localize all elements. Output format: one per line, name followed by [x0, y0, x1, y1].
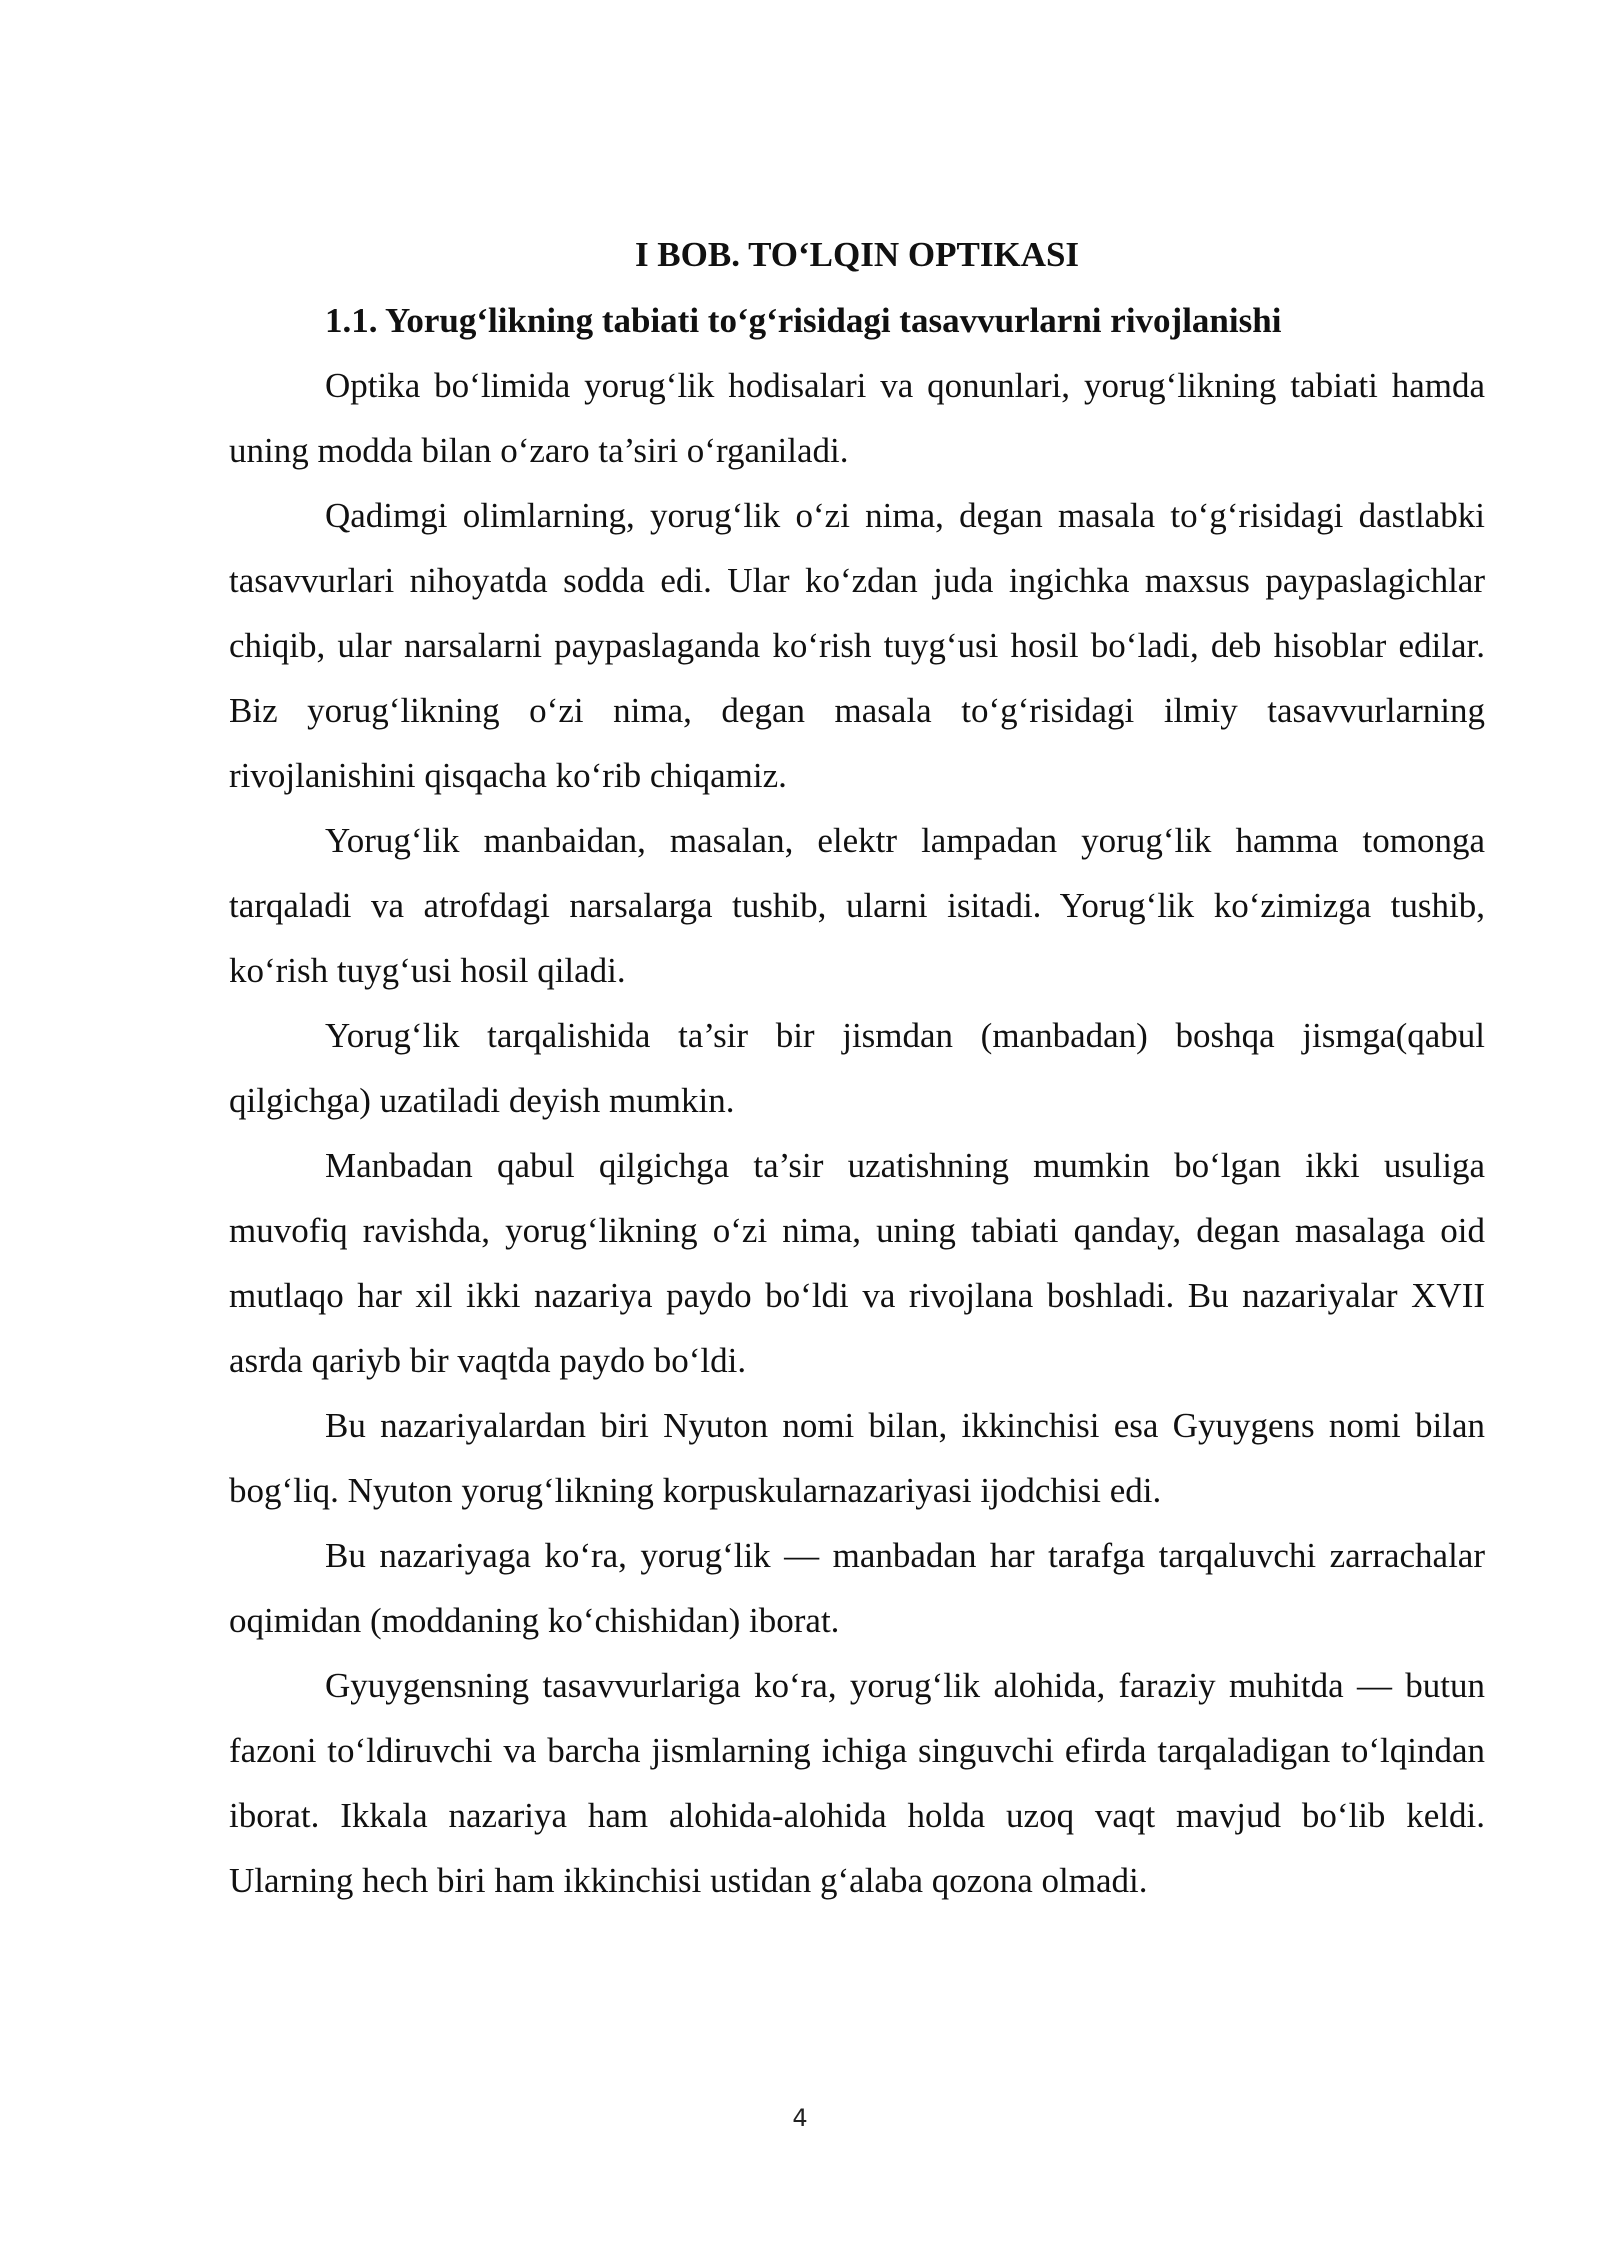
paragraph-5: Manbadan qabul qilgichga ta’sir uzatishning mumkin bo‘lgan ikki usuliga muvofiq ravishda, yorug‘likning o‘zi nima, uning tabiati qanday, degan masalaga oid mutlaqo har xil ikki nazariya paydo bo‘ldi va rivojlana boshladi. Bu nazariyalar XVII asrda qariyb bir vaqtda paydo bo‘ldi.	[229, 1146, 1485, 1380]
page-number: 4	[792, 2104, 808, 2132]
page-content	[229, 222, 1485, 1913]
paragraph-8: Gyuygensning tasavvurlariga ko‘ra, yorug‘lik alohida, faraziy muhitda — butun fazoni to‘ldiruvchi va barcha jismlarning ichiga singuvchi efirda tarqaladigan to‘lqindan iborat. Ikkala nazariya ham alohida-alohida holda uzoq vaqt mavjud bo‘lib keldi. Ularning hech biri ham ikkinchisi ustidan g‘alaba qozona olmadi.	[229, 1666, 1485, 1900]
chapter-title: I BOB. TO‘LQIN OPTIKASI	[634, 235, 1080, 274]
paragraph-4: Yorug‘lik tarqalishida ta’sir bir jismdan (manbadan) boshqa jismga(qabul qilgichga) uzatiladi deyish mumkin.	[229, 1016, 1485, 1120]
paragraph-2: Qadimgi olimlarning, yorug‘lik o‘zi nima, degan masala to‘g‘risidagi dastlabki tasavvurlari nihoyatda sodda edi. Ular ko‘zdan juda ingichka maxsus paypaslagichlar chiqib, ular narsalarni paypaslaganda ko‘rish tuyg‘usi hosil bo‘ladi, deb hisoblar edilar. Biz yorug‘likning o‘zi nima, degan masala to‘g‘risidagi ilmiy tasavvurlarning rivojlanishini qisqacha ko‘rib chiqamiz.	[229, 496, 1485, 795]
paragraph-7: Bu nazariyaga ko‘ra, yorug‘lik — manbadan har tarafga tarqaluvchi zarrachalar oqimidan (moddaning ko‘chishidan) iborat.	[229, 1536, 1485, 1640]
section-title: 1.1. Yorug‘likning tabiati to‘g‘risidagi tasavvurlarni rivojlanishi	[325, 301, 1282, 340]
paragraph-3: Yorug‘lik manbaidan, masalan, elektr lampadan yorug‘lik hamma tomonga tarqaladi va atrofdagi narsalarga tushib, ularni isitadi. Yorug‘lik ko‘zimizga tushib, ko‘rish tuyg‘usi hosil qiladi.	[229, 821, 1485, 990]
paragraph-6: Bu nazariyalardan biri Nyuton nomi bilan, ikkinchisi esa Gyuygens nomi bilan bog‘liq. Nyuton yorug‘likning korpuskularnazariyasi ijodchisi edi.	[229, 1406, 1485, 1510]
paragraph-1: Optika bo‘limida yorug‘lik hodisalari va qonunlari, yorug‘likning tabiati hamda uning modda bilan o‘zaro ta’siri o‘rganiladi.	[229, 366, 1485, 470]
